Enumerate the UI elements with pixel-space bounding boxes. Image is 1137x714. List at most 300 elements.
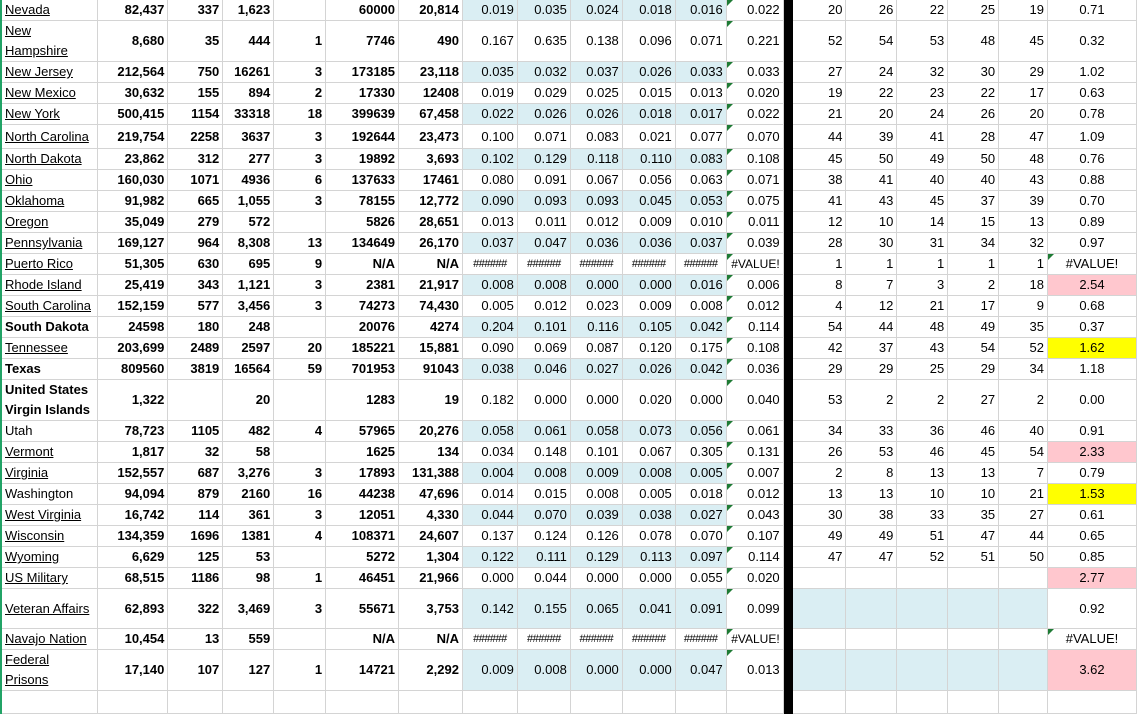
cell-col5[interactable] xyxy=(326,629,399,650)
cell-col4[interactable] xyxy=(274,380,326,421)
cell-average[interactable] xyxy=(726,442,783,463)
cell-col2[interactable] xyxy=(168,125,223,149)
cell-rank-2[interactable] xyxy=(846,21,897,62)
cell-total-cases[interactable] xyxy=(98,254,168,275)
cell-rate-4[interactable] xyxy=(622,359,675,380)
cell-ratio[interactable] xyxy=(1047,21,1136,62)
cell-rate-5[interactable] xyxy=(675,629,726,650)
cell-rank-2[interactable] xyxy=(846,505,897,526)
cell-rank-2[interactable] xyxy=(846,484,897,505)
cell-rank-3[interactable] xyxy=(897,442,948,463)
cell-rate-2[interactable] xyxy=(517,104,570,125)
cell-rank-5[interactable] xyxy=(999,505,1048,526)
cell-col3[interactable] xyxy=(223,254,274,275)
cell-rank-2[interactable] xyxy=(846,275,897,296)
cell-rate-5[interactable] xyxy=(675,691,726,714)
cell-ratio[interactable] xyxy=(1047,212,1136,233)
cell-rate-1[interactable] xyxy=(462,526,517,547)
cell-rate-5[interactable] xyxy=(675,421,726,442)
cell-rate-3[interactable] xyxy=(570,83,622,104)
cell-rate-5[interactable] xyxy=(675,212,726,233)
cell-col4[interactable] xyxy=(274,212,326,233)
cell-rate-2[interactable] xyxy=(517,338,570,359)
cell-rate-2[interactable] xyxy=(517,380,570,421)
cell-rank-2[interactable] xyxy=(846,463,897,484)
cell-average[interactable] xyxy=(726,547,783,568)
cell-rank-3[interactable] xyxy=(897,275,948,296)
cell-ratio[interactable] xyxy=(1047,317,1136,338)
cell-col6[interactable] xyxy=(399,62,463,83)
cell-rate-2[interactable] xyxy=(517,62,570,83)
cell-rank-3[interactable] xyxy=(897,254,948,275)
cell-total-cases[interactable] xyxy=(98,317,168,338)
cell-total-cases[interactable] xyxy=(98,526,168,547)
cell-col4[interactable] xyxy=(274,170,326,191)
cell-rank-1[interactable] xyxy=(793,589,846,629)
cell-col5[interactable] xyxy=(326,83,399,104)
cell-col5[interactable] xyxy=(326,526,399,547)
cell-rank-5[interactable] xyxy=(999,442,1048,463)
cell-rate-4[interactable] xyxy=(622,233,675,254)
cell-col3[interactable] xyxy=(223,629,274,650)
cell-rank-4[interactable] xyxy=(948,275,999,296)
cell-col3[interactable] xyxy=(223,21,274,62)
cell-rate-1[interactable] xyxy=(462,233,517,254)
cell-rate-4[interactable] xyxy=(622,463,675,484)
cell-col5[interactable] xyxy=(326,505,399,526)
cell-rate-3[interactable] xyxy=(570,21,622,62)
cell-col2[interactable] xyxy=(168,380,223,421)
cell-ratio[interactable] xyxy=(1047,526,1136,547)
cell-rate-2[interactable] xyxy=(517,125,570,149)
cell-average[interactable] xyxy=(726,0,783,21)
cell-col2[interactable] xyxy=(168,275,223,296)
cell-ratio[interactable] xyxy=(1047,421,1136,442)
cell-rank-3[interactable] xyxy=(897,83,948,104)
cell-jurisdiction[interactable] xyxy=(1,338,98,359)
cell-rank-1[interactable] xyxy=(793,275,846,296)
cell-rate-3[interactable] xyxy=(570,589,622,629)
cell-rank-2[interactable] xyxy=(846,233,897,254)
cell-total-cases[interactable] xyxy=(98,338,168,359)
cell-rate-5[interactable] xyxy=(675,104,726,125)
cell-jurisdiction[interactable] xyxy=(1,463,98,484)
cell-col6[interactable] xyxy=(399,442,463,463)
cell-rank-3[interactable] xyxy=(897,589,948,629)
cell-rate-5[interactable] xyxy=(675,62,726,83)
cell-average[interactable] xyxy=(726,380,783,421)
cell-col3[interactable] xyxy=(223,0,274,21)
cell-rate-4[interactable] xyxy=(622,629,675,650)
cell-jurisdiction[interactable] xyxy=(1,191,98,212)
cell-col2[interactable] xyxy=(168,62,223,83)
cell-col6[interactable] xyxy=(399,380,463,421)
cell-rate-2[interactable] xyxy=(517,212,570,233)
cell-rank-1[interactable] xyxy=(793,526,846,547)
cell-total-cases[interactable] xyxy=(98,484,168,505)
cell-col6[interactable] xyxy=(399,191,463,212)
cell-rate-1[interactable] xyxy=(462,125,517,149)
cell-col3[interactable] xyxy=(223,125,274,149)
cell-col5[interactable] xyxy=(326,104,399,125)
cell-col5[interactable] xyxy=(326,463,399,484)
cell-rank-2[interactable] xyxy=(846,442,897,463)
cell-rate-2[interactable] xyxy=(517,233,570,254)
cell-total-cases[interactable] xyxy=(98,83,168,104)
cell-total-cases[interactable] xyxy=(98,212,168,233)
cell-rate-1[interactable] xyxy=(462,21,517,62)
cell-total-cases[interactable] xyxy=(98,650,168,691)
cell-col5[interactable] xyxy=(326,338,399,359)
cell-rate-4[interactable] xyxy=(622,149,675,170)
cell-rank-1[interactable] xyxy=(793,83,846,104)
cell-col6[interactable] xyxy=(399,83,463,104)
cell-col5[interactable] xyxy=(326,296,399,317)
cell-col5[interactable] xyxy=(326,484,399,505)
cell-rank-3[interactable] xyxy=(897,0,948,21)
cell-jurisdiction[interactable] xyxy=(1,568,98,589)
cell-col6[interactable] xyxy=(399,463,463,484)
cell-jurisdiction[interactable] xyxy=(1,170,98,191)
cell-rate-4[interactable] xyxy=(622,191,675,212)
cell-col3[interactable] xyxy=(223,359,274,380)
cell-col2[interactable] xyxy=(168,650,223,691)
cell-rank-2[interactable] xyxy=(846,296,897,317)
cell-rank-2[interactable] xyxy=(846,589,897,629)
cell-rate-4[interactable] xyxy=(622,338,675,359)
cell-rank-2[interactable] xyxy=(846,254,897,275)
cell-col5[interactable] xyxy=(326,568,399,589)
cell-total-cases[interactable] xyxy=(98,589,168,629)
cell-rank-3[interactable] xyxy=(897,568,948,589)
cell-rank-1[interactable] xyxy=(793,463,846,484)
cell-average[interactable] xyxy=(726,359,783,380)
cell-col6[interactable] xyxy=(399,359,463,380)
cell-col4[interactable] xyxy=(274,125,326,149)
cell-rate-3[interactable] xyxy=(570,62,622,83)
cell-rank-2[interactable] xyxy=(846,691,897,714)
cell-rank-4[interactable] xyxy=(948,484,999,505)
cell-col3[interactable] xyxy=(223,212,274,233)
cell-average[interactable] xyxy=(726,212,783,233)
cell-ratio[interactable] xyxy=(1047,0,1136,21)
cell-ratio[interactable] xyxy=(1047,191,1136,212)
cell-rank-1[interactable] xyxy=(793,191,846,212)
cell-rate-3[interactable] xyxy=(570,526,622,547)
cell-ratio[interactable] xyxy=(1047,125,1136,149)
cell-rank-4[interactable] xyxy=(948,212,999,233)
cell-rank-4[interactable] xyxy=(948,233,999,254)
cell-rate-3[interactable] xyxy=(570,212,622,233)
cell-average[interactable] xyxy=(726,505,783,526)
cell-col2[interactable] xyxy=(168,568,223,589)
cell-rate-3[interactable] xyxy=(570,691,622,714)
cell-rate-4[interactable] xyxy=(622,691,675,714)
cell-col6[interactable] xyxy=(399,421,463,442)
cell-total-cases[interactable] xyxy=(98,21,168,62)
cell-average[interactable] xyxy=(726,275,783,296)
cell-col6[interactable] xyxy=(399,568,463,589)
cell-col4[interactable] xyxy=(274,484,326,505)
cell-rank-5[interactable] xyxy=(999,484,1048,505)
cell-rate-1[interactable] xyxy=(462,191,517,212)
cell-jurisdiction[interactable] xyxy=(1,526,98,547)
cell-rate-5[interactable] xyxy=(675,484,726,505)
cell-col6[interactable] xyxy=(399,691,463,714)
cell-rank-5[interactable] xyxy=(999,0,1048,21)
cell-rank-1[interactable] xyxy=(793,568,846,589)
cell-col5[interactable] xyxy=(326,212,399,233)
cell-rate-2[interactable] xyxy=(517,296,570,317)
cell-jurisdiction[interactable] xyxy=(1,317,98,338)
cell-rate-1[interactable] xyxy=(462,463,517,484)
cell-rate-1[interactable] xyxy=(462,338,517,359)
cell-total-cases[interactable] xyxy=(98,275,168,296)
cell-col3[interactable] xyxy=(223,191,274,212)
cell-rate-4[interactable] xyxy=(622,254,675,275)
cell-total-cases[interactable] xyxy=(98,125,168,149)
cell-rate-3[interactable] xyxy=(570,505,622,526)
cell-col3[interactable] xyxy=(223,83,274,104)
cell-ratio[interactable] xyxy=(1047,83,1136,104)
cell-rate-1[interactable] xyxy=(462,296,517,317)
cell-rate-5[interactable] xyxy=(675,296,726,317)
cell-rate-5[interactable] xyxy=(675,149,726,170)
cell-ratio[interactable] xyxy=(1047,442,1136,463)
cell-col2[interactable] xyxy=(168,21,223,62)
cell-rate-2[interactable] xyxy=(517,442,570,463)
cell-total-cases[interactable] xyxy=(98,104,168,125)
cell-rank-5[interactable] xyxy=(999,275,1048,296)
cell-rank-5[interactable] xyxy=(999,338,1048,359)
cell-rank-3[interactable] xyxy=(897,359,948,380)
cell-average[interactable] xyxy=(726,317,783,338)
cell-total-cases[interactable] xyxy=(98,463,168,484)
cell-total-cases[interactable] xyxy=(98,421,168,442)
cell-col6[interactable] xyxy=(399,275,463,296)
cell-rate-5[interactable] xyxy=(675,254,726,275)
cell-rank-3[interactable] xyxy=(897,296,948,317)
cell-rank-3[interactable] xyxy=(897,317,948,338)
cell-col5[interactable] xyxy=(326,149,399,170)
cell-ratio[interactable] xyxy=(1047,505,1136,526)
cell-rank-4[interactable] xyxy=(948,547,999,568)
cell-rate-3[interactable] xyxy=(570,338,622,359)
cell-rank-3[interactable] xyxy=(897,62,948,83)
cell-rate-2[interactable] xyxy=(517,421,570,442)
cell-rank-1[interactable] xyxy=(793,149,846,170)
cell-rate-4[interactable] xyxy=(622,212,675,233)
cell-rank-3[interactable] xyxy=(897,338,948,359)
cell-rate-1[interactable] xyxy=(462,547,517,568)
cell-rate-1[interactable] xyxy=(462,421,517,442)
cell-col4[interactable] xyxy=(274,62,326,83)
cell-col5[interactable] xyxy=(326,547,399,568)
cell-rate-1[interactable] xyxy=(462,0,517,21)
cell-rate-1[interactable] xyxy=(462,104,517,125)
cell-average[interactable] xyxy=(726,296,783,317)
cell-ratio[interactable] xyxy=(1047,650,1136,691)
cell-col5[interactable] xyxy=(326,691,399,714)
cell-rank-4[interactable] xyxy=(948,83,999,104)
cell-rate-5[interactable] xyxy=(675,170,726,191)
cell-rank-5[interactable] xyxy=(999,380,1048,421)
cell-jurisdiction[interactable] xyxy=(1,505,98,526)
cell-rate-2[interactable] xyxy=(517,650,570,691)
cell-col4[interactable] xyxy=(274,629,326,650)
cell-col4[interactable] xyxy=(274,421,326,442)
cell-rate-2[interactable] xyxy=(517,629,570,650)
cell-rank-1[interactable] xyxy=(793,380,846,421)
cell-rate-3[interactable] xyxy=(570,442,622,463)
cell-rate-2[interactable] xyxy=(517,191,570,212)
cell-col3[interactable] xyxy=(223,104,274,125)
cell-rate-5[interactable] xyxy=(675,505,726,526)
cell-total-cases[interactable] xyxy=(98,359,168,380)
cell-col2[interactable] xyxy=(168,83,223,104)
cell-average[interactable] xyxy=(726,21,783,62)
cell-col6[interactable] xyxy=(399,170,463,191)
cell-average[interactable] xyxy=(726,691,783,714)
cell-col4[interactable] xyxy=(274,0,326,21)
cell-rank-2[interactable] xyxy=(846,568,897,589)
cell-col2[interactable] xyxy=(168,442,223,463)
cell-rank-1[interactable] xyxy=(793,254,846,275)
cell-rank-4[interactable] xyxy=(948,463,999,484)
cell-ratio[interactable] xyxy=(1047,296,1136,317)
cell-rank-5[interactable] xyxy=(999,62,1048,83)
cell-total-cases[interactable] xyxy=(98,62,168,83)
cell-rank-3[interactable] xyxy=(897,125,948,149)
cell-rank-4[interactable] xyxy=(948,21,999,62)
cell-col2[interactable] xyxy=(168,254,223,275)
cell-col6[interactable] xyxy=(399,629,463,650)
cell-rank-2[interactable] xyxy=(846,526,897,547)
cell-col5[interactable] xyxy=(326,191,399,212)
cell-rate-4[interactable] xyxy=(622,568,675,589)
cell-rate-4[interactable] xyxy=(622,484,675,505)
cell-average[interactable] xyxy=(726,62,783,83)
cell-col4[interactable] xyxy=(274,463,326,484)
cell-jurisdiction[interactable] xyxy=(1,275,98,296)
cell-col2[interactable] xyxy=(168,233,223,254)
cell-col2[interactable] xyxy=(168,191,223,212)
cell-col4[interactable] xyxy=(274,104,326,125)
cell-rank-1[interactable] xyxy=(793,629,846,650)
cell-rank-2[interactable] xyxy=(846,650,897,691)
cell-col2[interactable] xyxy=(168,421,223,442)
cell-rate-1[interactable] xyxy=(462,212,517,233)
cell-rank-1[interactable] xyxy=(793,484,846,505)
cell-rate-5[interactable] xyxy=(675,191,726,212)
cell-col5[interactable] xyxy=(326,650,399,691)
cell-average[interactable] xyxy=(726,589,783,629)
cell-col6[interactable] xyxy=(399,0,463,21)
cell-col3[interactable] xyxy=(223,275,274,296)
cell-average[interactable] xyxy=(726,526,783,547)
cell-rate-2[interactable] xyxy=(517,463,570,484)
cell-rate-5[interactable] xyxy=(675,359,726,380)
cell-rank-3[interactable] xyxy=(897,691,948,714)
cell-rate-2[interactable] xyxy=(517,505,570,526)
cell-rank-4[interactable] xyxy=(948,650,999,691)
cell-rank-4[interactable] xyxy=(948,589,999,629)
cell-rank-1[interactable] xyxy=(793,212,846,233)
cell-col6[interactable] xyxy=(399,338,463,359)
cell-ratio[interactable] xyxy=(1047,568,1136,589)
cell-average[interactable] xyxy=(726,149,783,170)
cell-rank-2[interactable] xyxy=(846,338,897,359)
cell-rate-3[interactable] xyxy=(570,421,622,442)
cell-rank-3[interactable] xyxy=(897,233,948,254)
cell-col2[interactable] xyxy=(168,484,223,505)
cell-rank-3[interactable] xyxy=(897,380,948,421)
cell-col4[interactable] xyxy=(274,191,326,212)
cell-col6[interactable] xyxy=(399,212,463,233)
cell-rate-1[interactable] xyxy=(462,275,517,296)
cell-col4[interactable] xyxy=(274,233,326,254)
cell-rate-5[interactable] xyxy=(675,442,726,463)
cell-rate-5[interactable] xyxy=(675,83,726,104)
cell-rate-5[interactable] xyxy=(675,317,726,338)
cell-ratio[interactable] xyxy=(1047,62,1136,83)
cell-rank-3[interactable] xyxy=(897,191,948,212)
cell-jurisdiction[interactable] xyxy=(1,629,98,650)
cell-rate-4[interactable] xyxy=(622,21,675,62)
cell-rank-3[interactable] xyxy=(897,629,948,650)
cell-col5[interactable] xyxy=(326,359,399,380)
cell-average[interactable] xyxy=(726,104,783,125)
cell-rank-2[interactable] xyxy=(846,191,897,212)
cell-rate-3[interactable] xyxy=(570,296,622,317)
cell-rate-3[interactable] xyxy=(570,547,622,568)
cell-rank-5[interactable] xyxy=(999,568,1048,589)
cell-col4[interactable] xyxy=(274,296,326,317)
cell-rank-2[interactable] xyxy=(846,83,897,104)
cell-col2[interactable] xyxy=(168,104,223,125)
cell-average[interactable] xyxy=(726,650,783,691)
cell-rate-2[interactable] xyxy=(517,589,570,629)
cell-total-cases[interactable] xyxy=(98,0,168,21)
cell-ratio[interactable] xyxy=(1047,380,1136,421)
cell-rank-4[interactable] xyxy=(948,0,999,21)
cell-rank-2[interactable] xyxy=(846,170,897,191)
cell-ratio[interactable] xyxy=(1047,691,1136,714)
cell-rank-2[interactable] xyxy=(846,212,897,233)
cell-jurisdiction[interactable] xyxy=(1,83,98,104)
cell-col3[interactable] xyxy=(223,317,274,338)
cell-rate-4[interactable] xyxy=(622,0,675,21)
cell-rate-3[interactable] xyxy=(570,484,622,505)
cell-col5[interactable] xyxy=(326,233,399,254)
cell-col2[interactable] xyxy=(168,149,223,170)
cell-average[interactable] xyxy=(726,484,783,505)
cell-rank-3[interactable] xyxy=(897,505,948,526)
cell-col3[interactable] xyxy=(223,233,274,254)
cell-rate-3[interactable] xyxy=(570,463,622,484)
cell-col4[interactable] xyxy=(274,691,326,714)
cell-col4[interactable] xyxy=(274,589,326,629)
cell-ratio[interactable] xyxy=(1047,104,1136,125)
cell-rate-4[interactable] xyxy=(622,589,675,629)
cell-jurisdiction[interactable] xyxy=(1,421,98,442)
cell-rate-1[interactable] xyxy=(462,484,517,505)
cell-jurisdiction[interactable] xyxy=(1,212,98,233)
cell-rank-3[interactable] xyxy=(897,170,948,191)
cell-col3[interactable] xyxy=(223,650,274,691)
cell-rate-4[interactable] xyxy=(622,442,675,463)
cell-col2[interactable] xyxy=(168,589,223,629)
